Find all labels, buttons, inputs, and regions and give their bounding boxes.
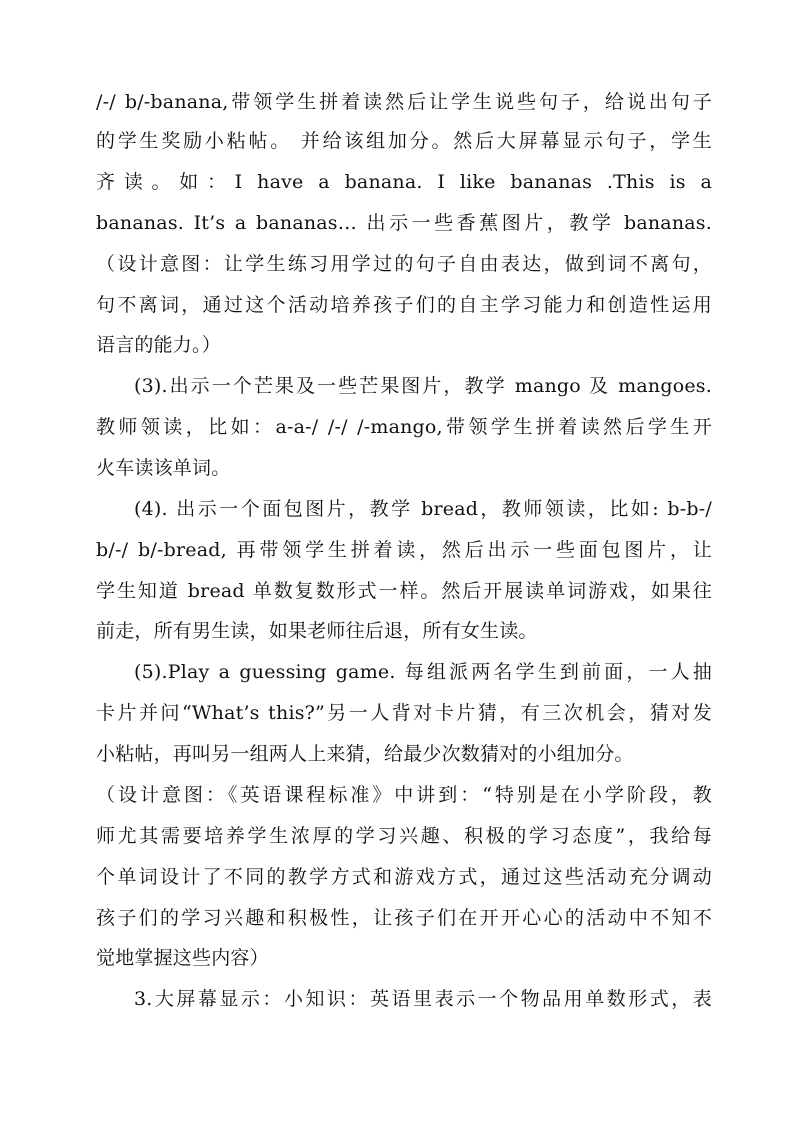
design-intent-line: 觉地掌握这些内容） [96, 947, 269, 969]
design-intent-line: 语言的能力。） [96, 334, 221, 356]
step-3-line: 教师领读，比如：a-a-/ /-/ /-mango,带领学生拼着读然后学生开 [96, 416, 712, 438]
paragraph-line: 的学生奖励小粘帖。 并给该组加分。然后大屏幕显示句子，学生 [96, 130, 712, 152]
design-intent-line: （设计意图：《英语课程标准》中讲到：“特别是在小学阶段，教 [96, 784, 712, 806]
step-5-line: (5).Play a guessing game. 每组派两名学生到前面，一人抽 [134, 661, 712, 683]
design-intent-line: 师尤其需要培养学生浓厚的学习兴趣、积极的学习态度”，我给每 [96, 825, 712, 847]
design-intent-line: 孩子们的学习兴趣和积极性，让孩子们在开开心心的活动中不知不 [96, 907, 712, 929]
paragraph-line: 齐读。如：I have a banana. I like bananas .This is a [96, 171, 712, 193]
section-3-line: 3.大屏幕显示：小知识：英语里表示一个物品用单数形式，表 [134, 988, 712, 1010]
step-3-line: (3).出示一个芒果及一些芒果图片，教学 mango 及 mangoes. [134, 375, 712, 397]
step-3-line: 火车读该单词。 [96, 457, 231, 479]
step-4-line: 学生知道 bread 单数复数形式一样。然后开展读单词游戏，如果往 [96, 580, 712, 602]
step-4-line: 前走，所有男生读，如果老师往后退，所有女生读。 [96, 620, 538, 642]
paragraph-line: /-/ b/-banana,带领学生拼着读然后让学生说些句子，给说出句子 [96, 91, 712, 113]
paragraph-line: bananas. It’s a bananas… 出示一些香蕉图片，教学 bananas. [96, 212, 712, 234]
step-5-line: 卡片并问“What’s this?”另一人背对卡片猜，有三次机会，猜对发 [96, 702, 712, 724]
step-5-line: 小粘帖，再叫另一组两人上来猜，给最少次数猜对的小组加分。 [96, 743, 634, 765]
design-intent-line: 句不离词，通过这个活动培养孩子们的自主学习能力和创造性运用 [96, 294, 712, 316]
step-4-line: b/-/ b/-bread, 再带领学生拼着读，然后出示一些面包图片，让 [96, 539, 712, 561]
step-4-line: (4). 出示一个面包图片，教学 bread，教师领读，比如: b-b-/ [134, 498, 712, 520]
design-intent-line: 个单词设计了不同的教学方式和游戏方式，通过这些活动充分调动 [96, 866, 712, 888]
design-intent-line: （设计意图：让学生练习用学过的句子自由表达，做到词不离句， [96, 253, 712, 275]
